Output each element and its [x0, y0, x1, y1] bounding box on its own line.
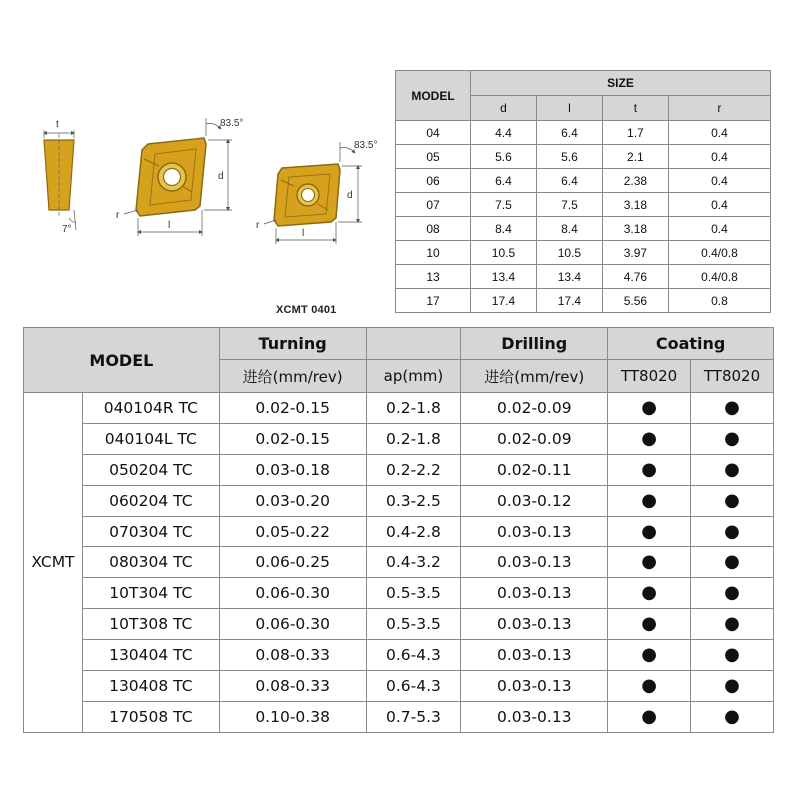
- model-cell: 10T304 TC: [82, 578, 219, 609]
- ap-cell: 0.6-4.3: [366, 671, 461, 702]
- drilling-feed-cell: 0.03-0.13: [461, 640, 608, 671]
- size-model-cell: 13: [396, 265, 471, 289]
- size-value-cell: 17.4: [471, 289, 537, 313]
- insert-drawings-svg: [0, 60, 392, 320]
- coating-2-cell: [691, 640, 774, 671]
- coating-1-cell: [608, 423, 691, 454]
- turning-feed-cell: 0.08-0.33: [219, 640, 366, 671]
- size-value-cell: 0.4/0.8: [668, 265, 770, 289]
- drilling-feed-cell: 0.03-0.13: [461, 671, 608, 702]
- ap-cell: 0.4-2.8: [366, 516, 461, 547]
- size-value-cell: 6.4: [471, 169, 537, 193]
- size-table-row: [396, 121, 771, 145]
- turning-feed-cell: 0.06-0.30: [219, 578, 366, 609]
- size-value-cell: 0.4: [668, 217, 770, 241]
- size-model-cell: 04: [396, 121, 471, 145]
- model-cell: 10T308 TC: [82, 609, 219, 640]
- size-value-cell: 13.4: [471, 265, 537, 289]
- availability-dot-icon: ●: [641, 613, 657, 635]
- availability-dot-icon: ●: [641, 705, 657, 727]
- availability-dot-icon: ●: [724, 458, 740, 480]
- size-value-cell: 6.4: [536, 121, 602, 145]
- turning-feed-cell: 0.02-0.15: [219, 393, 366, 424]
- drilling-feed-cell: 0.02-0.09: [461, 393, 608, 424]
- ap-cell: 0.6-4.3: [366, 640, 461, 671]
- size-table-row: [396, 265, 771, 289]
- drilling-feed-cell: 0.02-0.11: [461, 454, 608, 485]
- turning-header: Turning: [219, 328, 366, 360]
- drilling-feed-cell: 0.03-0.13: [461, 578, 608, 609]
- table-row: [24, 423, 774, 454]
- drilling-feed-cell: 0.03-0.13: [461, 609, 608, 640]
- availability-dot-icon: ●: [724, 582, 740, 604]
- ap-cell: 0.3-2.5: [366, 485, 461, 516]
- size-value-cell: 5.56: [602, 289, 668, 313]
- availability-dot-icon: ●: [641, 520, 657, 542]
- ap-cell: 0.5-3.5: [366, 609, 461, 640]
- drilling-feed-cell: 0.03-0.13: [461, 701, 608, 732]
- model-cell: 070304 TC: [82, 516, 219, 547]
- availability-dot-icon: ●: [641, 674, 657, 696]
- availability-dot-icon: ●: [641, 644, 657, 666]
- size-value-cell: 7.5: [536, 193, 602, 217]
- size-table: [395, 70, 771, 313]
- size-value-cell: 0.4: [668, 145, 770, 169]
- model-cell: 170508 TC: [82, 701, 219, 732]
- availability-dot-icon: ●: [724, 674, 740, 696]
- model-cell: 130408 TC: [82, 671, 219, 702]
- availability-dot-icon: ●: [724, 489, 740, 511]
- coating-2-cell: [691, 393, 774, 424]
- model-cell: 040104R TC: [82, 393, 219, 424]
- insert-top-view-large: [116, 118, 243, 236]
- availability-dot-icon: ●: [641, 458, 657, 480]
- coating-2-cell: [691, 485, 774, 516]
- ap-cell: 0.7-5.3: [366, 701, 461, 732]
- table-row: [24, 578, 774, 609]
- availability-dot-icon: ●: [641, 396, 657, 418]
- turning-feed-cell: 0.06-0.25: [219, 547, 366, 578]
- drawing-caption: XCMT 0401: [276, 304, 337, 316]
- coating-2-cell: [691, 578, 774, 609]
- coating-2-cell: [691, 671, 774, 702]
- availability-dot-icon: ●: [724, 520, 740, 542]
- table-row: [24, 485, 774, 516]
- size-table-row: [396, 145, 771, 169]
- drilling-feed-cell: 0.02-0.09: [461, 423, 608, 454]
- coating-2-cell: [691, 547, 774, 578]
- drilling-header: Drilling: [461, 328, 608, 360]
- turning-feed-cell: 0.03-0.18: [219, 454, 366, 485]
- coating-1-cell: [608, 485, 691, 516]
- ap-group-header: [366, 328, 461, 360]
- size-model-header: MODEL: [396, 71, 471, 121]
- coating-1-cell: [608, 454, 691, 485]
- dim-d-small: d: [347, 190, 353, 201]
- coating-1-header: TT8020: [608, 360, 691, 393]
- dim-r-small: r: [256, 220, 260, 231]
- coating-1-cell: [608, 578, 691, 609]
- size-column-header: l: [536, 96, 602, 121]
- availability-dot-icon: ●: [724, 396, 740, 418]
- table-row: [24, 609, 774, 640]
- ap-cell: 0.4-3.2: [366, 547, 461, 578]
- size-value-cell: 17.4: [536, 289, 602, 313]
- size-value-cell: 5.6: [536, 145, 602, 169]
- turning-feed-cell: 0.08-0.33: [219, 671, 366, 702]
- table-row: [24, 547, 774, 578]
- size-value-cell: 0.4: [668, 169, 770, 193]
- availability-dot-icon: ●: [724, 613, 740, 635]
- model-group-cell: XCMT: [24, 393, 83, 733]
- table-row: [24, 701, 774, 732]
- dim-angle-7: 7°: [62, 224, 72, 235]
- availability-dot-icon: ●: [724, 551, 740, 573]
- coating-1-cell: [608, 609, 691, 640]
- ap-header: ap(mm): [366, 360, 461, 393]
- turning-feed-cell: 0.10-0.38: [219, 701, 366, 732]
- size-model-cell: 05: [396, 145, 471, 169]
- size-value-cell: 10.5: [536, 241, 602, 265]
- dim-r-large: r: [116, 210, 120, 221]
- coating-2-cell: [691, 701, 774, 732]
- size-model-cell: 07: [396, 193, 471, 217]
- size-table-row: [396, 217, 771, 241]
- size-model-cell: 08: [396, 217, 471, 241]
- drilling-feed-cell: 0.03-0.12: [461, 485, 608, 516]
- dim-l-small: l: [302, 228, 305, 239]
- coating-2-cell: [691, 516, 774, 547]
- table-row: [24, 640, 774, 671]
- availability-dot-icon: ●: [641, 582, 657, 604]
- size-table-row: [396, 241, 771, 265]
- size-model-cell: 10: [396, 241, 471, 265]
- size-value-cell: 1.7: [602, 121, 668, 145]
- size-value-cell: 2.38: [602, 169, 668, 193]
- drilling-feed-cell: 0.03-0.13: [461, 516, 608, 547]
- cutting-parameters-table: [23, 327, 774, 733]
- drilling-feed-header: 进给(mm/rev): [461, 360, 608, 393]
- size-value-cell: 8.4: [536, 217, 602, 241]
- size-header: SIZE: [471, 71, 771, 96]
- model-cell: 080304 TC: [82, 547, 219, 578]
- size-column-header: t: [602, 96, 668, 121]
- coating-header: Coating: [608, 328, 774, 360]
- size-value-cell: 2.1: [602, 145, 668, 169]
- size-value-cell: 13.4: [536, 265, 602, 289]
- table-row: [24, 671, 774, 702]
- availability-dot-icon: ●: [641, 551, 657, 573]
- size-value-cell: 10.5: [471, 241, 537, 265]
- size-value-cell: 5.6: [471, 145, 537, 169]
- cutting-parameters-body: [24, 393, 774, 733]
- ap-cell: 0.2-1.8: [366, 393, 461, 424]
- size-value-cell: 4.4: [471, 121, 537, 145]
- dim-angle-83-small: 83.5°: [354, 140, 378, 151]
- availability-dot-icon: ●: [724, 644, 740, 666]
- dim-angle-83-large: 83.5°: [220, 118, 244, 129]
- turning-feed-cell: 0.06-0.30: [219, 609, 366, 640]
- availability-dot-icon: ●: [724, 427, 740, 449]
- coating-2-header: TT8020: [691, 360, 774, 393]
- main-model-header: MODEL: [24, 328, 220, 393]
- coating-1-cell: [608, 393, 691, 424]
- ap-cell: 0.2-1.8: [366, 423, 461, 454]
- coating-1-cell: [608, 640, 691, 671]
- turning-feed-cell: 0.02-0.15: [219, 423, 366, 454]
- size-column-header: r: [668, 96, 770, 121]
- model-cell: 130404 TC: [82, 640, 219, 671]
- size-value-cell: 4.76: [602, 265, 668, 289]
- insert-drawings: [0, 60, 392, 320]
- size-value-cell: 0.4: [668, 121, 770, 145]
- coating-1-cell: [608, 516, 691, 547]
- insert-top-view-small: [256, 140, 377, 244]
- coating-1-cell: [608, 547, 691, 578]
- coating-2-cell: [691, 609, 774, 640]
- size-value-cell: 8.4: [471, 217, 537, 241]
- coating-2-cell: [691, 454, 774, 485]
- size-model-cell: 06: [396, 169, 471, 193]
- size-value-cell: 6.4: [536, 169, 602, 193]
- size-column-header: d: [471, 96, 537, 121]
- dim-t: t: [56, 119, 59, 130]
- table-row: [24, 393, 774, 424]
- model-cell: 040104L TC: [82, 423, 219, 454]
- model-cell: 050204 TC: [82, 454, 219, 485]
- turning-feed-header: 进给(mm/rev): [219, 360, 366, 393]
- turning-feed-cell: 0.03-0.20: [219, 485, 366, 516]
- dim-l-large: l: [168, 220, 171, 231]
- size-table-row: [396, 289, 771, 313]
- ap-cell: 0.5-3.5: [366, 578, 461, 609]
- size-table-row: [396, 193, 771, 217]
- ap-cell: 0.2-2.2: [366, 454, 461, 485]
- drilling-feed-cell: 0.03-0.13: [461, 547, 608, 578]
- availability-dot-icon: ●: [641, 489, 657, 511]
- coating-2-cell: [691, 423, 774, 454]
- size-model-cell: 17: [396, 289, 471, 313]
- availability-dot-icon: ●: [724, 705, 740, 727]
- table-row: [24, 516, 774, 547]
- size-table-body: [396, 121, 771, 313]
- availability-dot-icon: ●: [641, 427, 657, 449]
- insert-side-view: [44, 119, 76, 235]
- table-row: [24, 454, 774, 485]
- size-value-cell: 0.4: [668, 193, 770, 217]
- size-table-row: [396, 169, 771, 193]
- coating-1-cell: [608, 701, 691, 732]
- size-value-cell: 0.8: [668, 289, 770, 313]
- dim-d-large: d: [218, 171, 224, 182]
- size-value-cell: 3.18: [602, 193, 668, 217]
- turning-feed-cell: 0.05-0.22: [219, 516, 366, 547]
- size-value-cell: 0.4/0.8: [668, 241, 770, 265]
- model-cell: 060204 TC: [82, 485, 219, 516]
- size-value-cell: 3.97: [602, 241, 668, 265]
- size-value-cell: 7.5: [471, 193, 537, 217]
- size-value-cell: 3.18: [602, 217, 668, 241]
- coating-1-cell: [608, 671, 691, 702]
